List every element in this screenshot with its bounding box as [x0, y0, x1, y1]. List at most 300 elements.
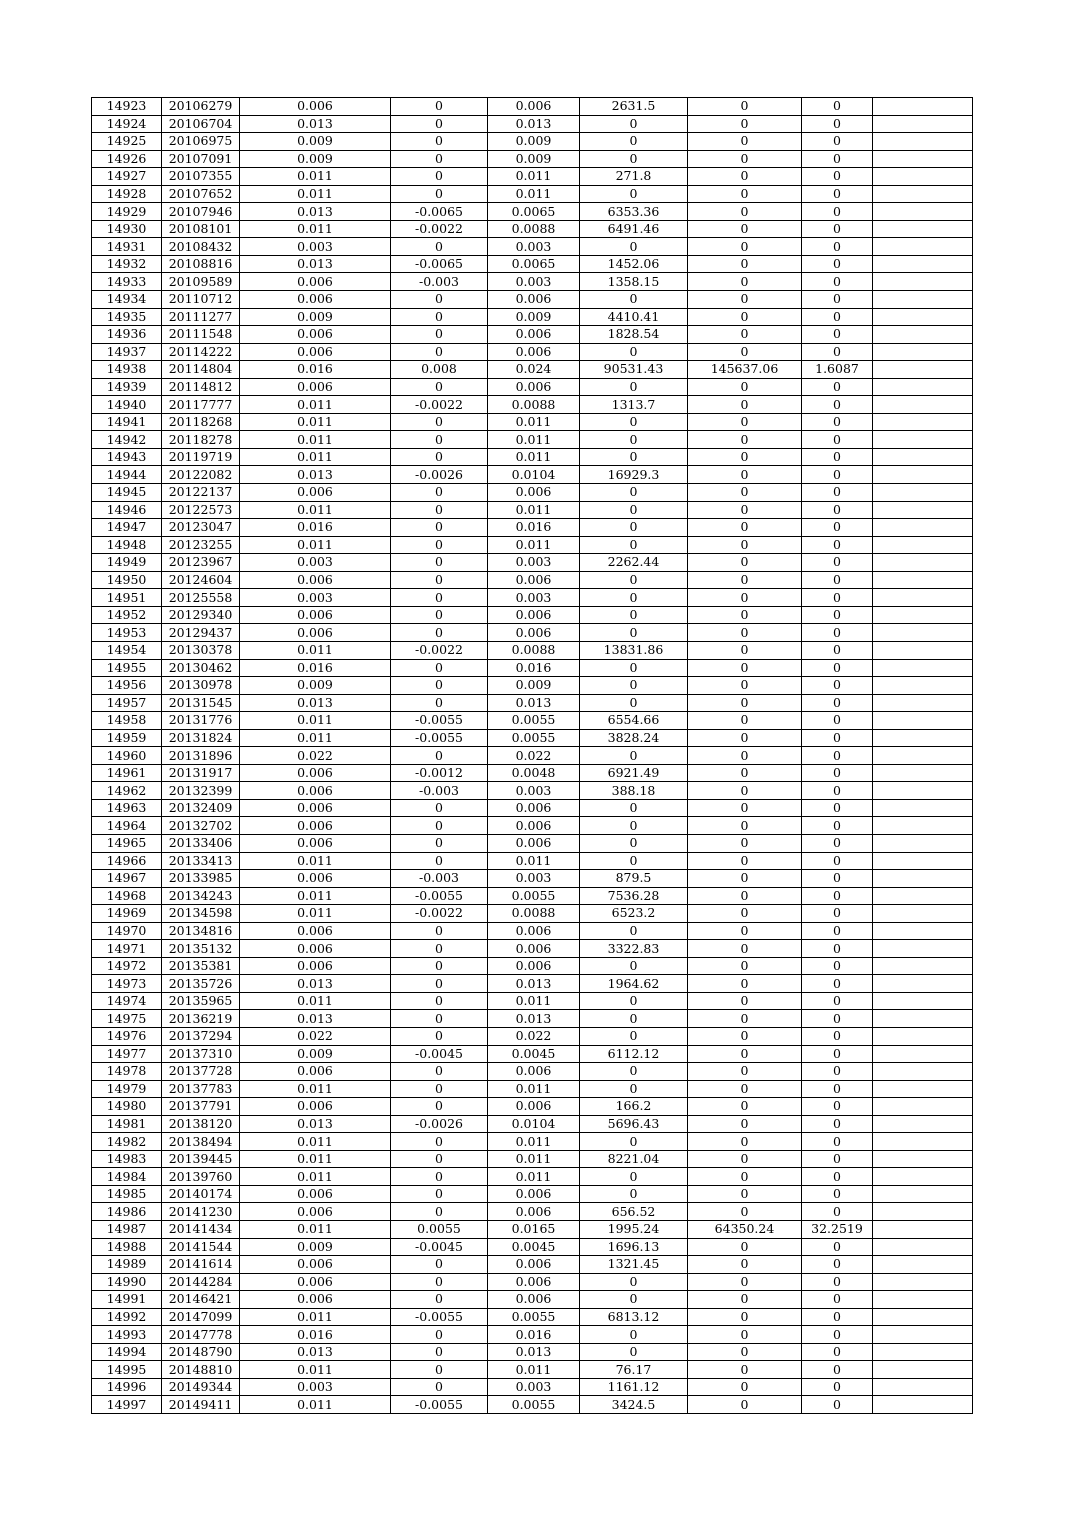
empty-cell	[873, 1010, 973, 1028]
table-row	[92, 641, 973, 659]
row-id-cell: 14974	[92, 992, 162, 1010]
amount-2-cell: 0	[688, 905, 802, 923]
empty-cell	[873, 448, 973, 466]
value-a-cell: 0.013	[240, 203, 391, 221]
amount-cell: 0	[580, 1027, 688, 1045]
table-row	[92, 1080, 973, 1098]
amount-cell: 0	[580, 606, 688, 624]
table-row	[92, 729, 973, 747]
table-row	[92, 413, 973, 431]
code-cell: 20137294	[162, 1027, 240, 1045]
code-cell: 20123255	[162, 536, 240, 554]
value-c-cell: 0.0088	[488, 905, 580, 923]
row-id-cell: 14952	[92, 606, 162, 624]
ratio-cell: 0	[802, 1115, 873, 1133]
value-a-cell: 0.011	[240, 501, 391, 519]
amount-2-cell: 0	[688, 1185, 802, 1203]
value-b-cell: 0	[391, 1343, 488, 1361]
value-b-cell: 0	[391, 606, 488, 624]
value-b-cell: -0.003	[391, 782, 488, 800]
value-a-cell: 0.011	[240, 1133, 391, 1151]
code-cell: 20141230	[162, 1203, 240, 1221]
value-c-cell: 0.011	[488, 168, 580, 186]
value-c-cell: 0.0055	[488, 729, 580, 747]
table-row	[92, 1185, 973, 1203]
amount-2-cell: 0	[688, 255, 802, 273]
code-cell: 20108432	[162, 238, 240, 256]
empty-cell	[873, 1221, 973, 1239]
empty-cell	[873, 501, 973, 519]
empty-cell	[873, 729, 973, 747]
code-cell: 20107091	[162, 150, 240, 168]
row-id-cell: 14967	[92, 870, 162, 888]
empty-cell	[873, 413, 973, 431]
row-id-cell: 14960	[92, 747, 162, 765]
empty-cell	[873, 343, 973, 361]
empty-cell	[873, 291, 973, 309]
value-a-cell: 0.011	[240, 887, 391, 905]
table-row	[92, 1308, 973, 1326]
value-c-cell: 0.0104	[488, 466, 580, 484]
empty-cell	[873, 922, 973, 940]
value-c-cell: 0.006	[488, 1098, 580, 1116]
amount-2-cell: 0	[688, 1203, 802, 1221]
table-row	[92, 378, 973, 396]
code-cell: 20148810	[162, 1361, 240, 1379]
amount-cell: 0	[580, 1273, 688, 1291]
table-row	[92, 852, 973, 870]
empty-cell	[873, 1273, 973, 1291]
value-a-cell: 0.011	[240, 413, 391, 431]
code-cell: 20146421	[162, 1291, 240, 1309]
empty-cell	[873, 185, 973, 203]
table-row	[92, 992, 973, 1010]
code-cell: 20148790	[162, 1343, 240, 1361]
code-cell: 20137310	[162, 1045, 240, 1063]
value-b-cell: -0.0055	[391, 1396, 488, 1414]
row-id-cell: 14988	[92, 1238, 162, 1256]
amount-2-cell: 0	[688, 501, 802, 519]
row-id-cell: 14923	[92, 98, 162, 116]
amount-2-cell: 0	[688, 992, 802, 1010]
table-row	[92, 1326, 973, 1344]
amount-cell: 0	[580, 185, 688, 203]
amount-2-cell: 0	[688, 1168, 802, 1186]
value-b-cell: -0.0055	[391, 729, 488, 747]
value-a-cell: 0.006	[240, 273, 391, 291]
empty-cell	[873, 1185, 973, 1203]
code-cell: 20124604	[162, 571, 240, 589]
code-cell: 20149344	[162, 1378, 240, 1396]
value-c-cell: 0.011	[488, 1133, 580, 1151]
code-cell: 20140174	[162, 1185, 240, 1203]
amount-cell: 0	[580, 501, 688, 519]
value-c-cell: 0.011	[488, 1150, 580, 1168]
empty-cell	[873, 624, 973, 642]
amount-2-cell: 0	[688, 659, 802, 677]
amount-2-cell: 0	[688, 1396, 802, 1414]
amount-cell: 6554.66	[580, 712, 688, 730]
ratio-cell: 0	[802, 729, 873, 747]
value-c-cell: 0.003	[488, 1378, 580, 1396]
row-id-cell: 14925	[92, 133, 162, 151]
value-c-cell: 0.003	[488, 554, 580, 572]
ratio-cell: 0	[802, 641, 873, 659]
amount-2-cell: 0	[688, 782, 802, 800]
code-cell: 20110712	[162, 291, 240, 309]
value-a-cell: 0.006	[240, 291, 391, 309]
value-a-cell: 0.006	[240, 1203, 391, 1221]
value-c-cell: 0.006	[488, 940, 580, 958]
value-a-cell: 0.006	[240, 1098, 391, 1116]
table-row	[92, 624, 973, 642]
value-b-cell: -0.0012	[391, 764, 488, 782]
value-a-cell: 0.013	[240, 694, 391, 712]
value-b-cell: 0	[391, 536, 488, 554]
table-row	[92, 291, 973, 309]
row-id-cell: 14984	[92, 1168, 162, 1186]
value-b-cell: 0	[391, 501, 488, 519]
code-cell: 20125558	[162, 589, 240, 607]
code-cell: 20139445	[162, 1150, 240, 1168]
ratio-cell: 0	[802, 1396, 873, 1414]
value-b-cell: 0	[391, 413, 488, 431]
table-row	[92, 1273, 973, 1291]
value-a-cell: 0.006	[240, 326, 391, 344]
empty-cell	[873, 133, 973, 151]
empty-cell	[873, 238, 973, 256]
value-c-cell: 0.011	[488, 413, 580, 431]
amount-cell: 76.17	[580, 1361, 688, 1379]
code-cell: 20134816	[162, 922, 240, 940]
row-id-cell: 14928	[92, 185, 162, 203]
amount-2-cell: 0	[688, 326, 802, 344]
amount-cell: 1452.06	[580, 255, 688, 273]
value-a-cell: 0.006	[240, 940, 391, 958]
table-row	[92, 677, 973, 695]
amount-2-cell: 0	[688, 1133, 802, 1151]
ratio-cell: 0	[802, 834, 873, 852]
amount-cell: 0	[580, 536, 688, 554]
table-row	[92, 1150, 973, 1168]
code-cell: 20123047	[162, 519, 240, 537]
empty-cell	[873, 361, 973, 379]
value-c-cell: 0.009	[488, 133, 580, 151]
amount-cell: 0	[580, 448, 688, 466]
amount-cell: 0	[580, 1343, 688, 1361]
amount-cell: 0	[580, 659, 688, 677]
amount-2-cell: 0	[688, 1378, 802, 1396]
amount-2-cell: 0	[688, 133, 802, 151]
row-id-cell: 14965	[92, 834, 162, 852]
amount-cell: 0	[580, 817, 688, 835]
table-row	[92, 133, 973, 151]
empty-cell	[873, 870, 973, 888]
table-row	[92, 273, 973, 291]
table-row	[92, 1045, 973, 1063]
ratio-cell: 0	[802, 1203, 873, 1221]
amount-cell: 0	[580, 1185, 688, 1203]
amount-cell: 166.2	[580, 1098, 688, 1116]
empty-cell	[873, 940, 973, 958]
empty-cell	[873, 852, 973, 870]
value-a-cell: 0.003	[240, 1378, 391, 1396]
table-row	[92, 185, 973, 203]
amount-cell: 6813.12	[580, 1308, 688, 1326]
amount-2-cell: 0	[688, 1010, 802, 1028]
ratio-cell: 0	[802, 501, 873, 519]
empty-cell	[873, 1115, 973, 1133]
value-c-cell: 0.011	[488, 1168, 580, 1186]
ratio-cell: 0	[802, 220, 873, 238]
code-cell: 20131776	[162, 712, 240, 730]
table-row	[92, 922, 973, 940]
value-a-cell: 0.009	[240, 1045, 391, 1063]
value-c-cell: 0.011	[488, 1361, 580, 1379]
amount-2-cell: 0	[688, 1150, 802, 1168]
amount-cell: 0	[580, 115, 688, 133]
value-a-cell: 0.011	[240, 536, 391, 554]
amount-2-cell: 0	[688, 220, 802, 238]
code-cell: 20147099	[162, 1308, 240, 1326]
code-cell: 20130462	[162, 659, 240, 677]
amount-2-cell: 0	[688, 887, 802, 905]
empty-cell	[873, 712, 973, 730]
ratio-cell: 0	[802, 1326, 873, 1344]
value-c-cell: 0.006	[488, 326, 580, 344]
ratio-cell: 0	[802, 1308, 873, 1326]
empty-cell	[873, 1308, 973, 1326]
value-c-cell: 0.006	[488, 1291, 580, 1309]
empty-cell	[873, 975, 973, 993]
code-cell: 20108101	[162, 220, 240, 238]
value-a-cell: 0.009	[240, 150, 391, 168]
row-id-cell: 14980	[92, 1098, 162, 1116]
row-id-cell: 14932	[92, 255, 162, 273]
code-cell: 20135965	[162, 992, 240, 1010]
ratio-cell: 0	[802, 782, 873, 800]
amount-2-cell: 0	[688, 1080, 802, 1098]
ratio-cell: 0	[802, 273, 873, 291]
ratio-cell: 0	[802, 466, 873, 484]
ratio-cell: 0	[802, 1150, 873, 1168]
value-c-cell: 0.011	[488, 852, 580, 870]
ratio-cell: 1.6087	[802, 361, 873, 379]
amount-2-cell: 0	[688, 589, 802, 607]
empty-cell	[873, 799, 973, 817]
value-b-cell: 0	[391, 1361, 488, 1379]
amount-cell: 0	[580, 431, 688, 449]
table-row	[92, 589, 973, 607]
amount-2-cell: 0	[688, 1045, 802, 1063]
ratio-cell: 0	[802, 1343, 873, 1361]
value-c-cell: 0.006	[488, 1185, 580, 1203]
amount-2-cell: 0	[688, 238, 802, 256]
value-b-cell: 0	[391, 799, 488, 817]
row-id-cell: 14926	[92, 150, 162, 168]
row-id-cell: 14942	[92, 431, 162, 449]
value-b-cell: -0.0022	[391, 641, 488, 659]
code-cell: 20149411	[162, 1396, 240, 1414]
amount-cell: 16929.3	[580, 466, 688, 484]
table-row	[92, 834, 973, 852]
ratio-cell: 0	[802, 659, 873, 677]
amount-cell: 0	[580, 694, 688, 712]
row-id-cell: 14986	[92, 1203, 162, 1221]
code-cell: 20118278	[162, 431, 240, 449]
value-c-cell: 0.016	[488, 1326, 580, 1344]
table-row	[92, 255, 973, 273]
ratio-cell: 0	[802, 606, 873, 624]
table-row	[92, 431, 973, 449]
table-row	[92, 396, 973, 414]
value-b-cell: 0	[391, 1273, 488, 1291]
empty-cell	[873, 1203, 973, 1221]
amount-cell: 8221.04	[580, 1150, 688, 1168]
code-cell: 20122082	[162, 466, 240, 484]
row-id-cell: 14982	[92, 1133, 162, 1151]
row-id-cell: 14947	[92, 519, 162, 537]
value-a-cell: 0.006	[240, 764, 391, 782]
amount-2-cell: 0	[688, 396, 802, 414]
amount-cell: 1358.15	[580, 273, 688, 291]
code-cell: 20107946	[162, 203, 240, 221]
amount-cell: 3322.83	[580, 940, 688, 958]
amount-2-cell: 0	[688, 641, 802, 659]
amount-2-cell: 0	[688, 729, 802, 747]
value-b-cell: 0	[391, 238, 488, 256]
amount-2-cell: 0	[688, 817, 802, 835]
empty-cell	[873, 273, 973, 291]
code-cell: 20141544	[162, 1238, 240, 1256]
amount-cell: 2631.5	[580, 98, 688, 116]
code-cell: 20133413	[162, 852, 240, 870]
value-b-cell: -0.0055	[391, 1308, 488, 1326]
row-id-cell: 14924	[92, 115, 162, 133]
value-c-cell: 0.022	[488, 1027, 580, 1045]
amount-cell: 1313.7	[580, 396, 688, 414]
table-row	[92, 1063, 973, 1081]
table-row	[92, 747, 973, 765]
amount-cell: 2262.44	[580, 554, 688, 572]
amount-cell: 0	[580, 624, 688, 642]
value-c-cell: 0.006	[488, 378, 580, 396]
value-a-cell: 0.006	[240, 1256, 391, 1274]
code-cell: 20131896	[162, 747, 240, 765]
value-c-cell: 0.003	[488, 782, 580, 800]
amount-2-cell: 0	[688, 115, 802, 133]
empty-cell	[873, 992, 973, 1010]
value-c-cell: 0.011	[488, 992, 580, 1010]
value-c-cell: 0.0055	[488, 712, 580, 730]
value-a-cell: 0.006	[240, 378, 391, 396]
amount-cell: 0	[580, 133, 688, 151]
row-id-cell: 14934	[92, 291, 162, 309]
amount-cell: 0	[580, 992, 688, 1010]
code-cell: 20137728	[162, 1063, 240, 1081]
table-row	[92, 1221, 973, 1239]
table-row	[92, 957, 973, 975]
value-b-cell: 0	[391, 1027, 488, 1045]
ratio-cell: 0	[802, 396, 873, 414]
table-row	[92, 1291, 973, 1309]
row-id-cell: 14995	[92, 1361, 162, 1379]
ratio-cell: 0	[802, 308, 873, 326]
empty-cell	[873, 1343, 973, 1361]
code-cell: 20135132	[162, 940, 240, 958]
amount-cell: 3828.24	[580, 729, 688, 747]
value-a-cell: 0.011	[240, 396, 391, 414]
ratio-cell: 0	[802, 571, 873, 589]
ratio-cell: 0	[802, 870, 873, 888]
code-cell: 20118268	[162, 413, 240, 431]
amount-cell: 3424.5	[580, 1396, 688, 1414]
code-cell: 20131917	[162, 764, 240, 782]
amount-2-cell: 0	[688, 1115, 802, 1133]
amount-cell: 271.8	[580, 168, 688, 186]
value-a-cell: 0.009	[240, 677, 391, 695]
value-b-cell: -0.003	[391, 273, 488, 291]
value-b-cell: -0.0026	[391, 1115, 488, 1133]
amount-2-cell: 0	[688, 1273, 802, 1291]
value-a-cell: 0.011	[240, 1080, 391, 1098]
amount-cell: 1161.12	[580, 1378, 688, 1396]
amount-cell: 0	[580, 957, 688, 975]
row-id-cell: 14963	[92, 799, 162, 817]
row-id-cell: 14953	[92, 624, 162, 642]
empty-cell	[873, 1045, 973, 1063]
empty-cell	[873, 764, 973, 782]
value-a-cell: 0.013	[240, 466, 391, 484]
value-c-cell: 0.016	[488, 519, 580, 537]
amount-2-cell: 0	[688, 747, 802, 765]
empty-cell	[873, 1361, 973, 1379]
row-id-cell: 14976	[92, 1027, 162, 1045]
code-cell: 20135726	[162, 975, 240, 993]
table-row	[92, 536, 973, 554]
value-c-cell: 0.0048	[488, 764, 580, 782]
value-b-cell: 0	[391, 1168, 488, 1186]
code-cell: 20132702	[162, 817, 240, 835]
value-a-cell: 0.011	[240, 1221, 391, 1239]
ratio-cell: 0	[802, 185, 873, 203]
table-row	[92, 220, 973, 238]
ratio-cell: 0	[802, 817, 873, 835]
value-a-cell: 0.006	[240, 343, 391, 361]
value-a-cell: 0.011	[240, 729, 391, 747]
amount-2-cell: 0	[688, 975, 802, 993]
value-c-cell: 0.006	[488, 834, 580, 852]
row-id-cell: 14949	[92, 554, 162, 572]
table-body	[92, 98, 973, 1414]
value-c-cell: 0.013	[488, 694, 580, 712]
empty-cell	[873, 220, 973, 238]
empty-cell	[873, 589, 973, 607]
amount-2-cell: 0	[688, 291, 802, 309]
value-c-cell: 0.006	[488, 1063, 580, 1081]
row-id-cell: 14931	[92, 238, 162, 256]
code-cell: 20122573	[162, 501, 240, 519]
ratio-cell: 0	[802, 992, 873, 1010]
amount-cell: 1321.45	[580, 1256, 688, 1274]
code-cell: 20133406	[162, 834, 240, 852]
code-cell: 20108816	[162, 255, 240, 273]
row-id-cell: 14983	[92, 1150, 162, 1168]
empty-cell	[873, 308, 973, 326]
table-row	[92, 905, 973, 923]
value-b-cell: 0	[391, 975, 488, 993]
ratio-cell: 0	[802, 905, 873, 923]
